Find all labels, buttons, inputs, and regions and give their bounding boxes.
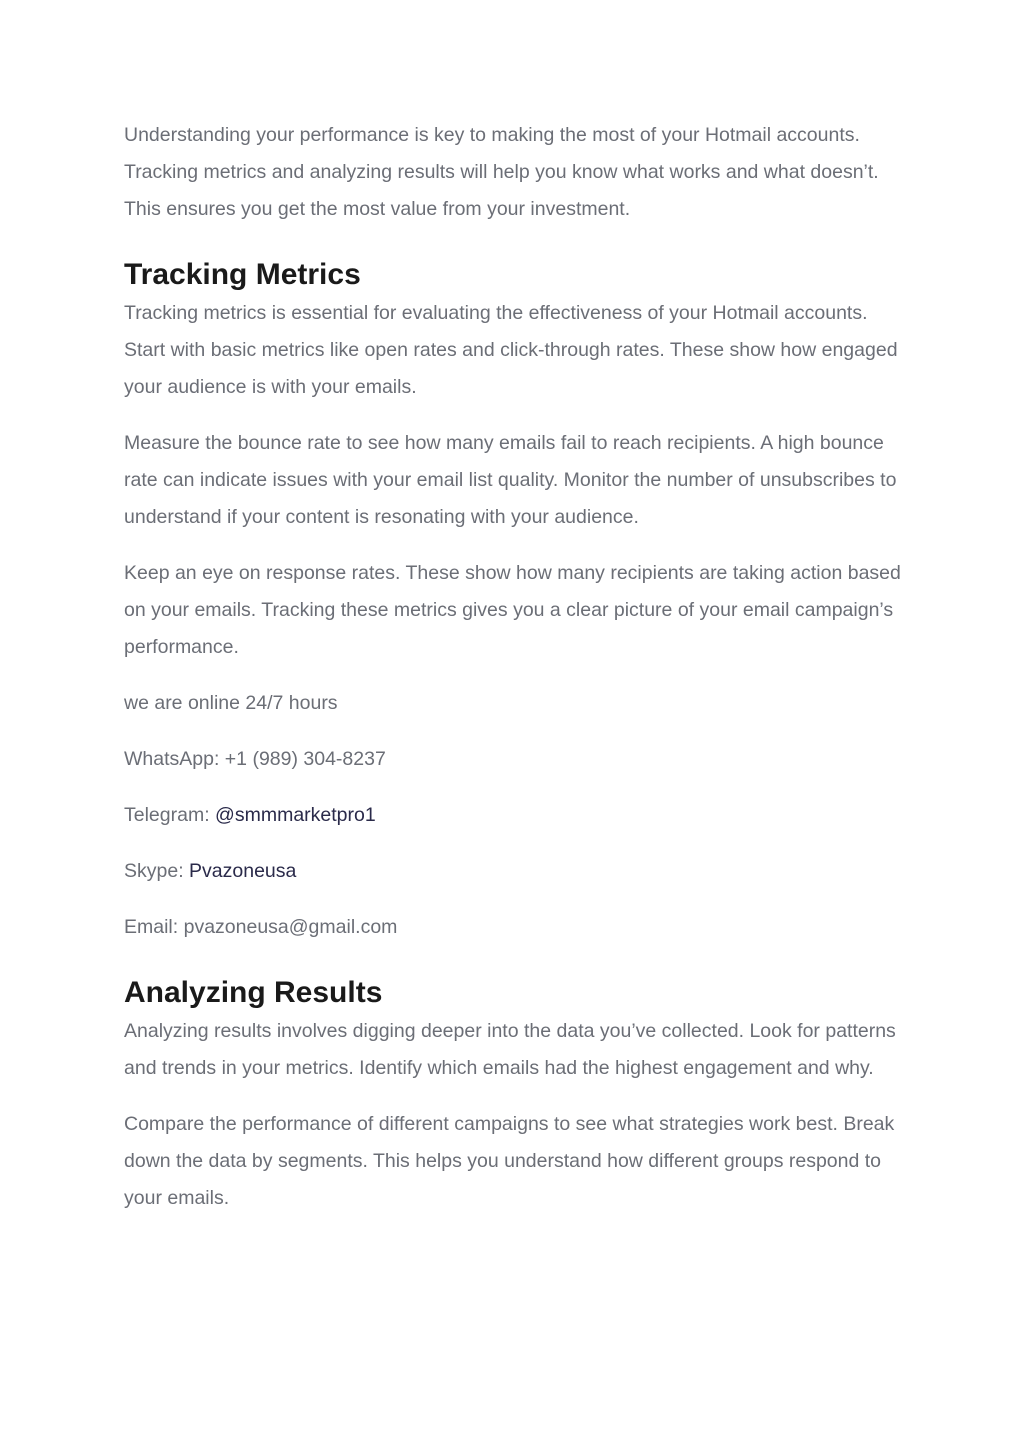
analyzing-paragraph-2: Compare the performance of different campaigns to see what strategies work best. Break down the data by segments. This helps you understand how different groups respond to your emails. (124, 1113, 895, 1209)
intro-paragraph: Understanding your performance is key to making the most of your Hotmail accounts. Tracking metrics and analyzing results will help you know what works and what doesn’t. This ensures you get the most value from your investment. (124, 124, 879, 220)
skype-contact (124, 853, 914, 890)
skype-label: Skype: (124, 860, 190, 882)
online-hours-text: we are online 24/7 hours (124, 692, 338, 714)
skype-link[interactable]: Pvazoneusa (189, 860, 297, 882)
tracking-paragraph-3: Keep an eye on response rates. These show how many recipients are taking action based on your emails. Tracking these metrics gives you a clear picture of your email campaign’s performance. (124, 562, 901, 658)
article-body (124, 117, 914, 1217)
analyzing-results-heading: Analyzing Results (124, 976, 383, 1009)
telegram-label: Telegram: (124, 804, 216, 826)
whatsapp-contact: WhatsApp: +1 (989) 304-8237 (124, 748, 386, 770)
tracking-paragraph-1: Tracking metrics is essential for evaluating the effectiveness of your Hotmail accounts. Start with basic metrics like open rates and click-through rates. These show how engaged your audience is with your emails. (124, 302, 898, 398)
analyzing-paragraph-1: Analyzing results involves digging deeper into the data you’ve collected. Look for patterns and trends in your metrics. Identify which emails had the highest engagement and why. (124, 1020, 896, 1079)
email-contact: Email: pvazoneusa@gmail.com (124, 916, 398, 938)
tracking-paragraph-2: Measure the bounce rate to see how many emails fail to reach recipients. A high bounce rate can indicate issues with your email list quality. Monitor the number of unsubscribes to understand if your content is resonating with your audience. (124, 432, 897, 528)
telegram-contact (124, 797, 914, 834)
tracking-metrics-heading: Tracking Metrics (124, 258, 361, 291)
telegram-link[interactable]: @smmmarketpro1 (215, 804, 376, 826)
